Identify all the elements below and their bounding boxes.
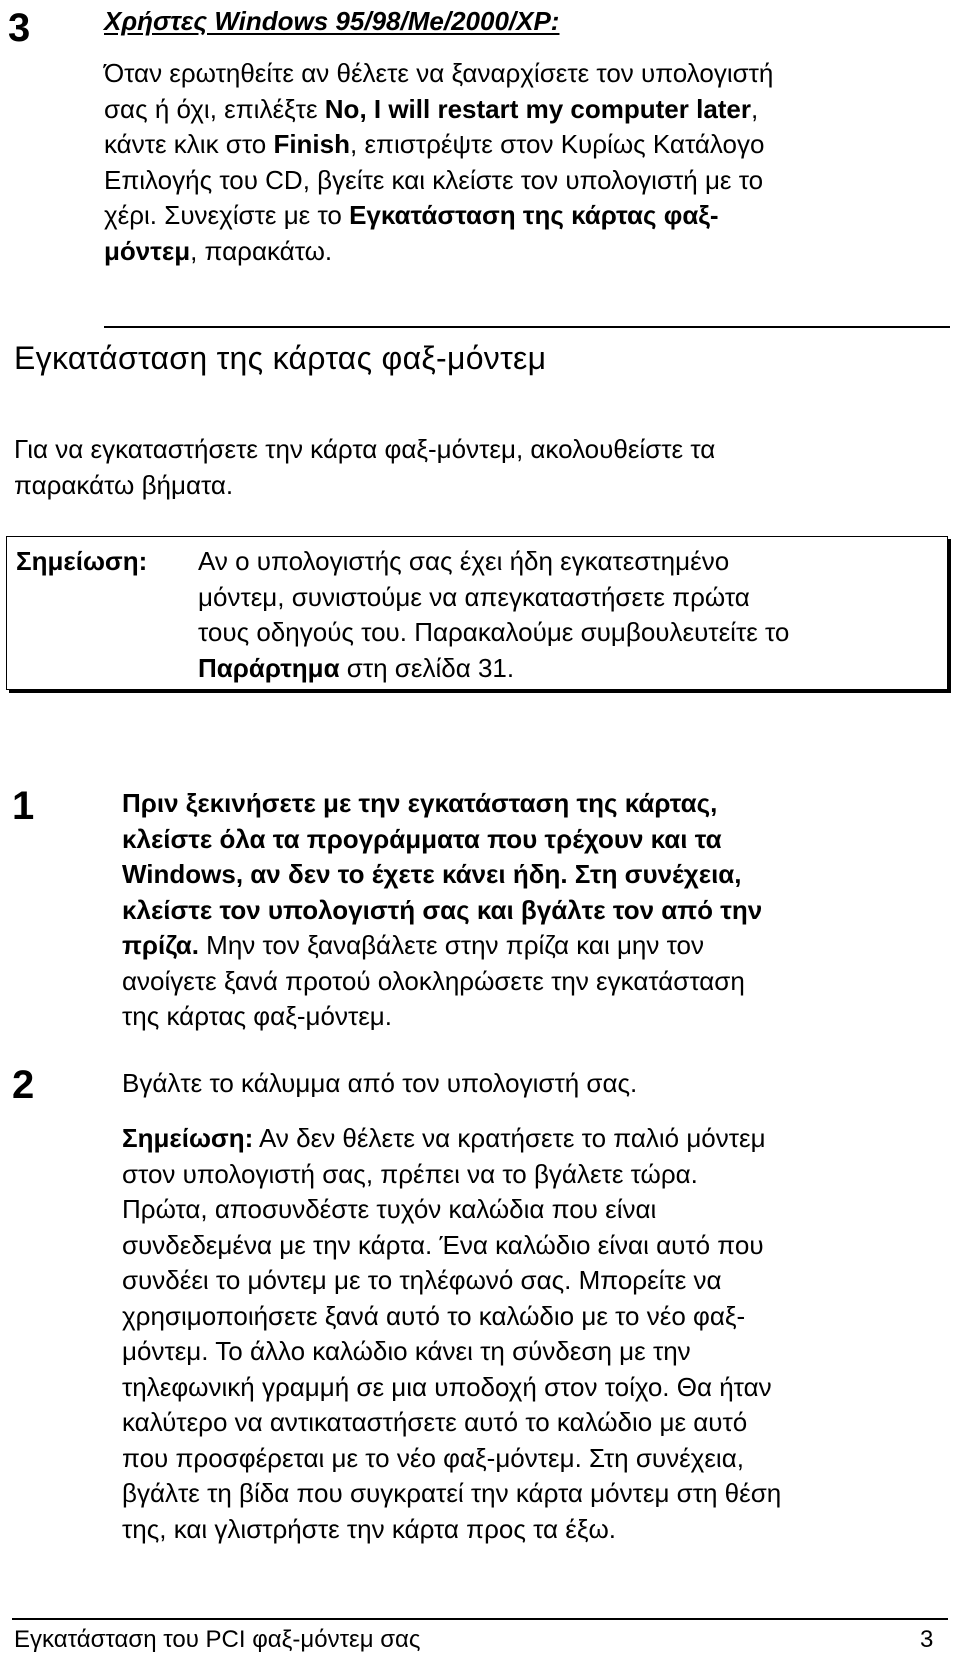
footer-title: Εγκατάσταση του PCI φαξ-μόντεμ σας xyxy=(14,1626,421,1653)
text-line: της, και γλιστρήστε την κάρτα προς τα έξω. xyxy=(122,1513,616,1544)
step1-body xyxy=(122,786,942,1035)
text-line: καλύτερο να αντικαταστήσετε αυτό το καλώδιο με αυτό xyxy=(122,1407,748,1437)
text-line: τηλεφωνική γραμμή σε μια υποδοχή στον τοίχο. Θα ήταν xyxy=(122,1371,772,1402)
step-number: 1 xyxy=(12,784,35,828)
text-line: κλείστε όλα τα προγράμματα που τρέχουν και τα xyxy=(122,823,722,854)
text-line: Για να εγκαταστήσετε την κάρτα φαξ-μόντεμ, ακολουθείστε τα xyxy=(14,434,716,464)
step-number: 3 xyxy=(8,6,31,50)
section-divider xyxy=(104,326,950,328)
text-line: στον υπολογιστή σας, πρέπει να το βγάλετε τώρα. xyxy=(122,1158,698,1189)
step-heading: Χρήστες Windows 95/98/Me/2000/XP: xyxy=(104,6,560,36)
text-line: συνδεδεμένα με την κάρτα. Ένα καλώδιο είναι αυτό που xyxy=(122,1229,764,1260)
note-label: Σημείωση: xyxy=(16,546,148,576)
text-line: Όταν ερωτηθείτε αν θέλετε να ξαναρχίσετε τον υπολογιστή xyxy=(104,58,774,88)
text-line: της κάρτας φαξ-μόντεμ. xyxy=(122,1001,393,1031)
text-line: Windows, αν δεν το έχετε κάνει ήδη. Στη συνέχεια, xyxy=(122,859,742,889)
text-line: βγάλτε τη βίδα που συγκρατεί την κάρτα μόντεμ στη θέση xyxy=(122,1478,782,1508)
text-line: ανοίγετε ξανά προτού ολοκληρώσετε την εγκατάσταση xyxy=(122,965,745,996)
text-line: κάντε κλικ στο Finish, επιστρέψτε στον Κυρίως Κατάλογο xyxy=(104,129,765,159)
step2-note xyxy=(122,1121,952,1547)
step3-body xyxy=(104,56,924,269)
text-line: χρησιμοποιήσετε ξανά αυτό το καλώδιο με το νέο φαξ- xyxy=(122,1300,746,1331)
text-line: κλείστε τον υπολογιστή σας και βγάλτε τον από την xyxy=(122,894,763,925)
section-title: Εγκατάσταση της κάρτας φαξ-μόντεμ xyxy=(14,340,547,376)
section-intro xyxy=(14,432,944,503)
text-line: Σημείωση: Αν δεν θέλετε να κρατήσετε το παλιό μόντεμ xyxy=(122,1123,766,1153)
text-line: Επιλογής του CD, βγείτε και κλείστε τον υπολογιστή με το xyxy=(104,164,764,195)
step2-text: Βγάλτε το κάλυμμα από τον υπολογιστή σας. xyxy=(122,1068,638,1098)
text-line: σας ή όχι, επιλέξτε No, I will restart my computer later, xyxy=(104,93,759,124)
text-line: Αν ο υπολογιστής σας έχει ήδη εγκατεστημένο xyxy=(198,546,730,576)
text-line: παρακάτω βήματα. xyxy=(14,469,234,500)
step-number: 2 xyxy=(12,1063,35,1107)
text-line: Πρώτα, αποσυνδέστε τυχόν καλώδια που είναι xyxy=(122,1194,657,1224)
footer-rule xyxy=(12,1618,948,1620)
text-line: πρίζα. Μην τον ξαναβάλετε στην πρίζα και μην τον xyxy=(122,930,704,960)
text-line: που προσφέρεται με το νέο φαξ-μόντεμ. Στη συνέχεια, xyxy=(122,1442,744,1473)
text-line: Πριν ξεκινήσετε με την εγκατάσταση της κάρτας, xyxy=(122,788,718,818)
text-line: μόντεμ, συνιστούμε να απεγκαταστήσετε πρώτα xyxy=(198,581,750,612)
text-line: Παράρτημα στη σελίδα 31. xyxy=(198,652,515,683)
text-line: τους οδηγούς του. Παρακαλούμε συμβουλευτείτε το xyxy=(198,617,790,647)
page-number: 3 xyxy=(920,1626,934,1653)
text-line: μόντεμ, παρακάτω. xyxy=(104,235,333,266)
text-line: χέρι. Συνεχίστε με το Εγκατάσταση της κάρτας φαξ- xyxy=(104,200,719,230)
text-line: μόντεμ. Το άλλο καλώδιο κάνει τη σύνδεση με την xyxy=(122,1336,691,1366)
text-line: συνδέει το μόντεμ με το τηλέφωνό σας. Μπορείτε να xyxy=(122,1265,722,1295)
note-text xyxy=(198,544,938,686)
